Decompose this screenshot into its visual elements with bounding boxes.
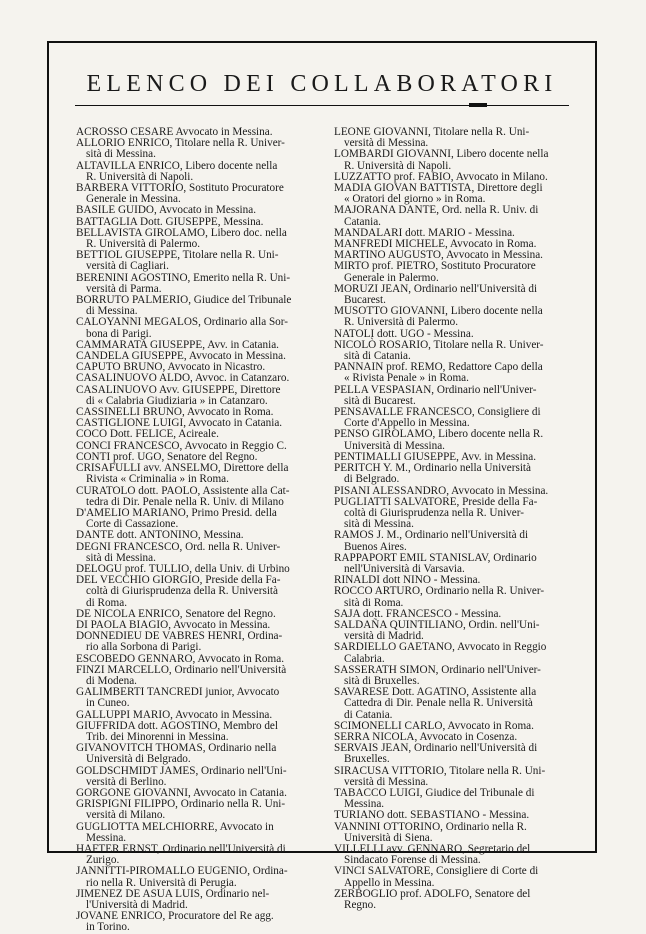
rule-ornament: [469, 103, 487, 107]
title-rule: [75, 105, 569, 106]
entry-line: NATOLI dott. UGO - Messina.: [334, 327, 474, 340]
entry-line: LEONE GIOVANNI, Titolare nella R. Uni-: [334, 126, 530, 138]
collaborator-entry: [334, 261, 586, 283]
entry-continuation: versità di Cagliari.: [86, 260, 169, 273]
entry-continuation: in Torino.: [86, 921, 130, 934]
collaborator-entry: [334, 497, 586, 531]
entry-line: BERENINI AGOSTINO, Emerito nella R. Uni-: [76, 271, 291, 284]
entry-continuation: di Catania.: [344, 708, 393, 721]
entry-line: SARDIELLO GAETANO, Avvocato in Reggio: [334, 641, 547, 654]
entry-continuation: Appello in Messina.: [344, 876, 435, 889]
collaborator-entry: [76, 429, 328, 440]
entry-line: SCIMONELLI CARLO, Avvocato in Roma.: [334, 719, 534, 732]
entry-line: MANDALARI dott. MARIO - Messina.: [334, 226, 515, 239]
entry-line: CASALINUOVO Avv. GIUSEPPE, Direttore: [76, 383, 281, 396]
entry-continuation: versità di Messina.: [344, 137, 429, 150]
entry-continuation: versità di Messina.: [344, 775, 429, 788]
entry-continuation: versità di Madrid.: [344, 630, 424, 643]
collaborator-entry: [334, 306, 586, 328]
entry-line: RINALDI dott NINO - Messina.: [334, 574, 481, 587]
entry-line: BELLAVISTA GIROLAMO, Libero doc. nella: [76, 226, 287, 239]
entry-continuation: sità di Catania.: [344, 350, 411, 363]
entry-line: DEL VECCHIO GIORGIO, Preside della Fa-: [76, 574, 281, 587]
entry-continuation: Università di Messina.: [344, 439, 445, 452]
entry-line: CANDELA GIUSEPPE, Avvocato in Messina.: [76, 350, 286, 363]
entry-continuation: Catania.: [344, 215, 381, 228]
collaborator-entry: [76, 542, 328, 564]
entry-continuation: rio nella R. Università di Perugia.: [86, 876, 237, 889]
collaborator-entry: [76, 295, 328, 317]
entry-line: SIRACUSA VITTORIO, Titolare nella R. Uni-: [334, 764, 546, 777]
entry-line: CONCI FRANCESCO, Avvocato in Reggio C.: [76, 439, 287, 452]
entry-line: GUGLIOTTA MELCHIORRE, Avvocato in: [76, 820, 274, 833]
collaborator-entry: [334, 385, 586, 407]
entry-continuation: versità di Berlino.: [86, 775, 167, 788]
entry-continuation: sità di Messina.: [86, 551, 156, 564]
entry-line: DONNEDIEU DE VABRES HENRI, Ordina-: [76, 630, 283, 643]
collaborator-entry: [334, 463, 586, 485]
collaborator-entry: [76, 665, 328, 687]
collaborator-entry: [76, 373, 328, 384]
entry-line: ZERBOGLIO prof. ADOLFO, Senatore del: [334, 887, 531, 900]
collaborator-entry: [334, 743, 586, 765]
entry-line: CRISAFULLI avv. ANSELMO, Direttore della: [76, 462, 289, 475]
collaborator-entry: [334, 284, 586, 306]
entry-continuation: sità di Messina.: [86, 148, 156, 161]
right-column: [334, 127, 586, 911]
entry-line: LUZZATTO prof. FABIO, Avvocato in Milano.: [334, 170, 548, 183]
collaborator-entry: [76, 486, 328, 508]
entry-line: JIMENEZ DE ASUA LUIS, Ordinario nel-: [76, 887, 270, 900]
entry-line: DANTE dott. ANTONINO, Messina.: [76, 529, 244, 542]
entry-line: SASSERATH SIMON, Ordinario nell'Univer-: [334, 663, 541, 676]
collaborator-entry: [334, 553, 586, 575]
collaborator-entry: [334, 127, 586, 149]
collaborator-entry: [76, 687, 328, 709]
entry-continuation: R. Università di Napoli.: [344, 159, 452, 172]
entry-continuation: di Messina.: [86, 305, 138, 318]
page-title: ELENCO DEI COLLABORATORI: [86, 71, 558, 97]
entry-continuation: Università di Belgrado.: [86, 753, 191, 766]
entry-continuation: sità di Messina.: [344, 518, 414, 531]
entry-line: PENTIMALLI GIUSEPPE, Avv. in Messina.: [334, 450, 536, 463]
entry-line: RAMOS J. M., Ordinario nell'Università di: [334, 529, 529, 542]
collaborator-entry: [76, 385, 328, 407]
entry-line: CASSINELLI BRUNO, Avvocato in Roma.: [76, 406, 274, 419]
entry-line: JOVANE ENRICO, Procuratore del Re agg.: [76, 910, 274, 923]
entry-line: GRISPIGNI FILIPPO, Ordinario nella R. Uni-: [76, 798, 286, 811]
collaborator-entry: [76, 228, 328, 250]
entry-line: CASALINUOVO ALDO, Avvoc. in Catanzaro.: [76, 372, 290, 385]
collaborator-entry: [334, 183, 586, 205]
collaborator-entry: [334, 429, 586, 451]
entry-line: CAPUTO BRUNO, Avvocato in Nicastro.: [76, 361, 266, 374]
entry-line: MAJORANA DANTE, Ord. nella R. Univ. di: [334, 204, 539, 217]
entry-line: ROCCO ARTURO, Ordinario nella R. Univer-: [334, 585, 545, 598]
collaborator-entry: [76, 844, 328, 866]
collaborator-entry: [334, 620, 586, 642]
entry-continuation: sità di Bruxelles.: [344, 674, 420, 687]
collaborator-entry: [76, 250, 328, 272]
entry-line: RAPPAPORT EMIL STANISLAV, Ordinario: [334, 551, 537, 564]
collaborator-entry: [334, 530, 586, 552]
entry-line: FINZI MARCELLO, Ordinario nell'Università: [76, 663, 287, 676]
entry-continuation: Bucarest.: [344, 294, 386, 307]
entry-continuation: di Modena.: [86, 674, 137, 687]
entry-line: D'AMELIO MARIANO, Primo Presid. della: [76, 506, 277, 519]
entry-line: BATTAGLIA Dott. GIUSEPPE, Messina.: [76, 215, 264, 228]
collaborator-entry: [334, 362, 586, 384]
entry-line: PANNAIN prof. REMO, Redattore Capo della: [334, 361, 543, 374]
entry-line: MADIA GIOVAN BATTISTA, Direttore degli: [334, 182, 543, 195]
entry-line: GORGONE GIOVANNI, Avvocato in Catania.: [76, 786, 287, 799]
entry-continuation: di « Calabria Giudiziaria » in Catanzaro.: [86, 394, 268, 407]
entry-line: MUSOTTO GIOVANNI, Libero docente nella: [334, 305, 543, 318]
entry-line: PENSO GIROLAMO, Libero docente nella R.: [334, 428, 544, 441]
entry-continuation: tedra di Dir. Penale nella R. Univ. di Milano: [86, 495, 284, 508]
entry-line: SERVAIS JEAN, Ordinario nell'Università di: [334, 742, 538, 755]
entry-continuation: di Belgrado.: [344, 473, 400, 486]
entry-continuation: in Cuneo.: [86, 697, 130, 710]
entry-continuation: rio alla Sorbona di Parigi.: [86, 641, 202, 654]
entry-line: MANFREDI MICHELE, Avvocato in Roma.: [334, 238, 537, 251]
entry-continuation: l'Università di Madrid.: [86, 899, 188, 912]
entry-continuation: Messina.: [344, 798, 385, 811]
collaborator-entry: [76, 721, 328, 743]
collaborator-entry: [334, 687, 586, 721]
collaborator-entry: [76, 631, 328, 653]
collaborator-entry: [76, 183, 328, 205]
collaborator-entry: [334, 205, 586, 227]
entry-continuation: coltà di Giurisprudenza nella R. Univer-: [344, 506, 524, 519]
entry-continuation: nell'Università di Varsavia.: [344, 562, 465, 575]
entry-line: MARTINO AUGUSTO, Avvocato in Messina.: [334, 249, 543, 262]
entry-continuation: Generale in Palermo.: [344, 271, 439, 284]
entry-continuation: Messina.: [86, 831, 127, 844]
collaborator-entry: [334, 822, 586, 844]
entry-continuation: Buenos Aires.: [344, 540, 407, 553]
collaborator-entry: [334, 788, 586, 810]
collaborator-entry: [76, 866, 328, 888]
entry-continuation: sità di Roma.: [344, 596, 404, 609]
entry-line: VILLELLI avv. GENNARO, Segretario del: [334, 843, 531, 855]
entry-continuation: Bruxelles.: [344, 753, 390, 766]
left-column: [76, 127, 328, 934]
entry-line: PISANI ALESSANDRO, Avvocato in Messina.: [334, 484, 549, 497]
entry-continuation: « Rivista Penale » in Roma.: [344, 372, 469, 385]
entry-continuation: R. Università di Palermo.: [86, 238, 201, 251]
collaborator-entry: [334, 149, 586, 171]
entry-line: MIRTO prof. PIETRO, Sostituto Procuratore: [334, 260, 536, 273]
entry-continuation: versità di Milano.: [86, 809, 166, 822]
collaborator-entry: [76, 822, 328, 844]
entry-line: LOMBARDI GIOVANNI, Libero docente nella: [334, 148, 549, 161]
collaborator-entry: [334, 889, 586, 911]
entry-line: VANNINI OTTORINO, Ordinario nella R.: [334, 820, 527, 833]
entry-line: SAVARESE Dott. AGATINO, Assistente alla: [334, 686, 537, 699]
collaborator-entry: [76, 161, 328, 183]
entry-line: PUGLIATTI SALVATORE, Preside della Fa-: [334, 495, 538, 508]
entry-line: CAMMARATA GIUSEPPE, Avv. in Catania.: [76, 338, 279, 351]
collaborator-entry: [76, 911, 328, 933]
collaborator-entry: [334, 844, 586, 866]
entry-line: ALLORIO ENRICO, Titolare nella R. Univer-: [76, 137, 285, 150]
entry-line: GIUFFRIDA dott. AGOSTINO, Membro del: [76, 719, 278, 732]
entry-line: BORRUTO PALMERIO, Giudice del Tribunale: [76, 294, 292, 307]
entry-line: TABACCO LUIGI, Giudice del Tribunale di: [334, 786, 535, 799]
entry-continuation: Sindacato Forense di Messina.: [344, 854, 481, 867]
entry-line: JANNITTI-PIROMALLO EUGENIO, Ordina-: [76, 865, 288, 878]
entry-line: PELLA VESPASIAN, Ordinario nell'Univer-: [334, 383, 537, 396]
entry-line: HAFTER ERNST, Ordinario nell'Università di: [76, 843, 286, 855]
collaborator-entry: [334, 340, 586, 362]
collaborator-entry: [76, 463, 328, 485]
collaborator-entry: [76, 575, 328, 609]
entry-line: BASILE GUIDO, Avvocato in Messina.: [76, 204, 257, 217]
collaborator-entry: [334, 810, 586, 821]
page-frame: [47, 41, 597, 934]
entry-line: PENSAVALLE FRANCESCO, Consigliere di: [334, 406, 541, 419]
collaborator-entry: [334, 586, 586, 608]
entry-continuation: R. Università di Napoli.: [86, 170, 194, 183]
collaborator-entry: [76, 799, 328, 821]
entry-continuation: Corte d'Appello in Messina.: [344, 417, 470, 430]
entry-continuation: Calabria.: [344, 652, 385, 665]
entry-line: TURIANO dott. SEBASTIANO - Messina.: [334, 809, 530, 822]
collaborator-entry: [334, 407, 586, 429]
entry-line: BARBERA VITTORIO, Sostituto Procuratore: [76, 182, 284, 195]
entry-line: DELOGU prof. TULLIO, della Univ. di Urbino: [76, 562, 290, 575]
entry-continuation: R. Università di Palermo.: [344, 316, 459, 329]
entry-line: MORUZI JEAN, Ordinario nell'Università di: [334, 282, 538, 295]
entry-continuation: di Roma.: [86, 596, 128, 609]
entry-continuation: Rivista « Criminalia » in Roma.: [86, 473, 229, 486]
entry-line: CURATOLO dott. PAOLO, Assistente alla Cat-: [76, 484, 290, 497]
entry-line: ESCOBEDO GENNARO, Avvocato in Roma.: [76, 652, 284, 665]
entry-line: VINCI SALVATORE, Consigliere di Corte di: [334, 865, 539, 878]
entry-continuation: Regno.: [344, 899, 377, 912]
collaborator-entry: [76, 530, 328, 541]
collaborator-entry: [76, 273, 328, 295]
entry-continuation: coltà di Giurisprudenza della R. Università: [86, 585, 278, 598]
entry-line: COCO Dott. FELICE, Acireale.: [76, 428, 219, 441]
entry-line: SERRA NICOLA, Avvocato in Cosenza.: [334, 730, 518, 743]
entry-line: CALOYANNI MEGALOS, Ordinario alla Sor-: [76, 316, 288, 329]
collaborator-entry: [334, 642, 586, 664]
entry-continuation: bona di Parigi.: [86, 327, 152, 340]
entry-continuation: « Oratori del giorno » in Roma.: [344, 193, 486, 206]
entry-line: BETTIOL GIUSEPPE, Titolare nella R. Uni-: [76, 249, 279, 262]
entry-line: NICOLÒ ROSARIO, Titolare nella R. Univer-: [334, 338, 544, 351]
entry-continuation: Cattedra di Dir. Penale nella R. Università: [344, 697, 533, 710]
entry-line: CASTIGLIONE LUIGI, Avvocato in Catania.: [76, 417, 283, 430]
entry-line: SAJA dott. FRANCESCO - Messina.: [334, 607, 502, 620]
collaborator-entry: [76, 743, 328, 765]
entry-line: GIVANOVITCH THOMAS, Ordinario nella: [76, 742, 277, 755]
collaborator-entry: [76, 317, 328, 339]
entry-continuation: Università di Siena.: [344, 831, 433, 844]
collaborator-entry: [76, 766, 328, 788]
entry-line: DI PAOLA BIAGIO, Avvocato in Messina.: [76, 618, 271, 631]
entry-line: GOLDSCHMIDT JAMES, Ordinario nell'Uni-: [76, 764, 287, 777]
entry-line: DE NICOLA ENRICO, Senatore del Regno.: [76, 607, 276, 620]
entry-continuation: versità di Parma.: [86, 282, 162, 295]
entry-continuation: sità di Bucarest.: [344, 394, 416, 407]
entry-line: SALDAÑA QUINTILIANO, Ordin. nell'Uni-: [334, 618, 540, 631]
entry-line: GALIMBERTI TANCREDI junior, Avvocato: [76, 686, 280, 699]
entry-line: GALLUPPI MARIO, Avvocato in Messina.: [76, 708, 273, 721]
entry-line: ACROSSO CESARE Avvocato in Messina.: [76, 126, 273, 138]
entry-continuation: Generale in Messina.: [86, 193, 181, 206]
collaborator-entry: [76, 138, 328, 160]
collaborator-entry: [334, 766, 586, 788]
collaborator-entry: [76, 889, 328, 911]
collaborator-entry: [334, 665, 586, 687]
entry-line: CONTI prof. UGO, Senatore del Regno.: [76, 450, 258, 463]
entry-line: ALTAVILLA ENRICO, Libero docente nella: [76, 159, 278, 172]
entry-line: DEGNI FRANCESCO, Ord. nella R. Univer-: [76, 540, 281, 553]
entry-continuation: Trib. dei Minorenni in Messina.: [86, 730, 229, 743]
entry-continuation: Zurigo.: [86, 854, 120, 867]
entry-continuation: Corte di Cassazione.: [86, 518, 179, 531]
entry-line: PERITCH Y. M., Ordinario nella Università: [334, 462, 531, 475]
collaborator-entry: [334, 866, 586, 888]
collaborator-entry: [76, 508, 328, 530]
collaborator-entry: [76, 205, 328, 216]
